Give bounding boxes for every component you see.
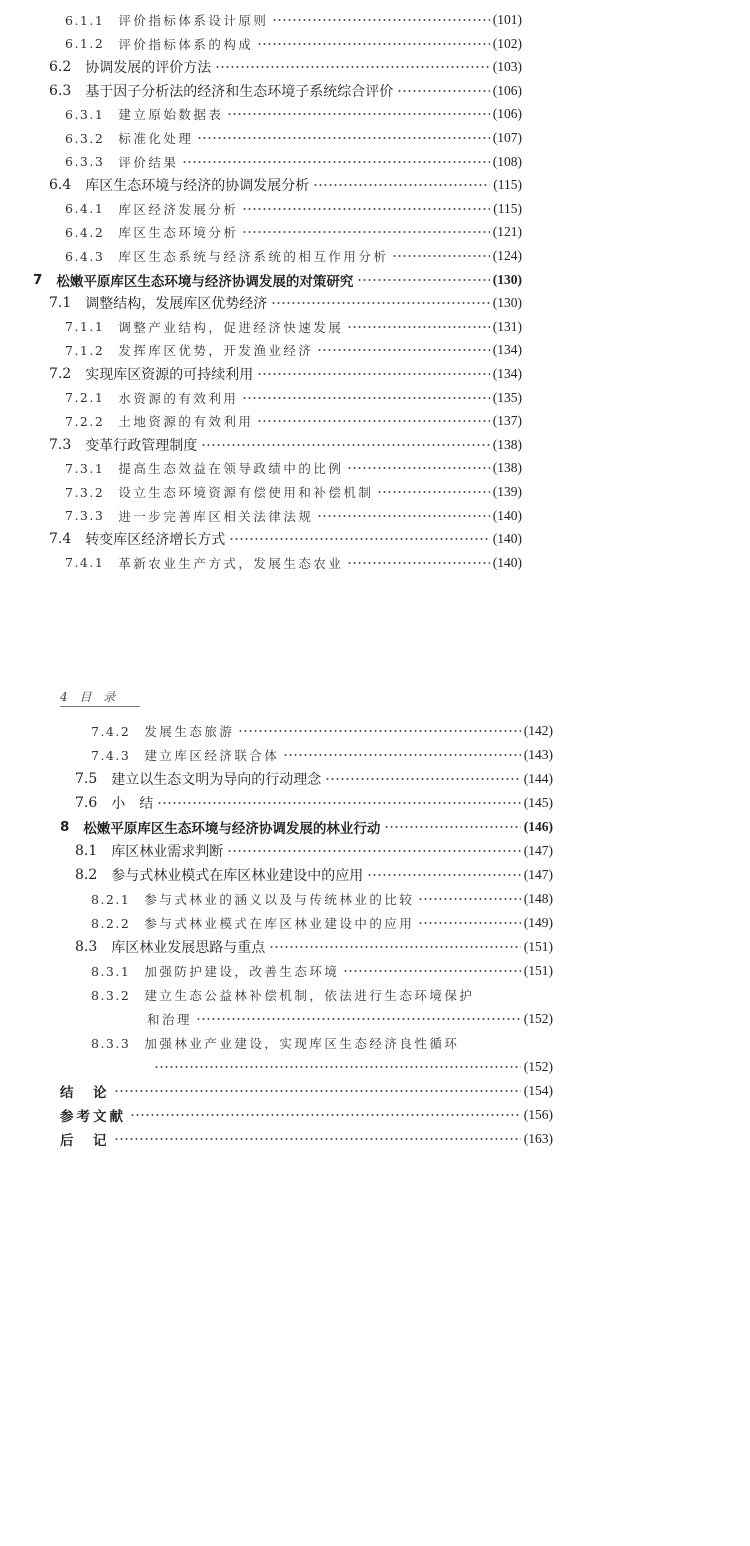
- toc-entry-number: 参考文献: [60, 1109, 126, 1125]
- toc-entry-page: (156): [523, 1107, 553, 1122]
- toc-entry-number: 6.3: [49, 82, 72, 99]
- toc-entry-number: 6.4.3: [65, 248, 105, 264]
- toc-entry-page: (152): [523, 1011, 553, 1026]
- toc-entry-title: 建立生态公益林补偿机制，依法进行生态环境保护: [144, 988, 475, 1003]
- toc-entry-number: 7.3: [49, 436, 72, 453]
- toc-entry-title: 评价结果: [118, 154, 179, 170]
- dot-leader: [197, 137, 489, 139]
- toc-entry-number: 8.3.3: [91, 1035, 131, 1051]
- toc-entry-number: 结 论: [60, 1085, 110, 1101]
- toc-entry-number: 7: [33, 271, 43, 288]
- dot-leader: [325, 778, 520, 780]
- toc-entry-number: 7.2: [49, 366, 72, 382]
- dot-leader: [418, 898, 520, 900]
- dot-leader: [130, 1114, 521, 1116]
- toc-entry-page: (138): [492, 460, 522, 476]
- toc-entry-page: (151): [523, 963, 553, 978]
- toc-entry-page: (140): [492, 554, 522, 570]
- toc-entry[interactable]: [75, 865, 553, 885]
- toc-entry-number: 7.3.3: [65, 508, 105, 524]
- dot-leader: [227, 850, 520, 852]
- toc-entry[interactable]: [65, 34, 522, 54]
- toc-entry-title: 评价指标体系的构成: [118, 36, 254, 52]
- toc-entry-page: (163): [523, 1131, 553, 1146]
- dot-leader: [347, 562, 489, 564]
- toc-entry-page: (143): [523, 747, 553, 762]
- dot-leader: [242, 231, 489, 233]
- toc-entry-page: (137): [492, 413, 522, 429]
- toc-entry-page: (149): [523, 915, 553, 930]
- toc-entry-number: 后 记: [60, 1133, 110, 1149]
- toc-entry-title: 建立以生态文明为导向的行动理念: [111, 772, 322, 788]
- toc-entry-number: 7.4: [49, 531, 72, 548]
- toc-entry-page: (138): [492, 436, 522, 452]
- toc-entry[interactable]: [75, 841, 553, 861]
- dot-leader: [272, 19, 489, 21]
- dot-leader: [257, 420, 489, 422]
- toc-entry-number: 7.3.2: [65, 484, 105, 500]
- toc-entry-page: (102): [492, 35, 522, 51]
- dot-leader: [238, 730, 520, 732]
- toc-entry-number: 8.3: [75, 939, 98, 955]
- toc-entry-title: 参与式林业的涵义以及与传统林业的比较: [144, 892, 415, 907]
- toc-entry-title: 评价指标体系设计原则: [118, 13, 269, 28]
- toc-entry-title: 水资源的有效利用: [118, 390, 239, 406]
- toc-entry[interactable]: [75, 793, 553, 813]
- toc-entry[interactable]: [49, 293, 522, 313]
- toc-entry-title: 库区林业发展思路与重点: [111, 940, 266, 956]
- toc-entry-title: 松嫩平原库区生态环境与经济协调发展的林业行动: [83, 821, 381, 837]
- dot-leader: [154, 1066, 521, 1068]
- toc-entry-number: 6.1.1: [65, 12, 105, 28]
- toc-entry[interactable]: [65, 10, 522, 30]
- toc-entry-page: (144): [523, 771, 553, 786]
- dot-leader: [357, 279, 489, 281]
- toc-entry-number: 7.5: [75, 771, 98, 787]
- toc-entry-number: 7.4.1: [65, 555, 105, 571]
- toc-entry[interactable]: [91, 745, 553, 765]
- dot-leader: [347, 467, 489, 469]
- toc-entry[interactable]: [65, 222, 522, 242]
- toc-entry-title: 标准化处理: [118, 131, 194, 146]
- dot-leader: [242, 208, 490, 210]
- toc-entry[interactable]: [49, 529, 522, 549]
- toc-entry-page: (108): [492, 153, 522, 169]
- toc-entry-number: 8.2.1: [91, 891, 131, 907]
- toc-entry-title: 建立原始数据表: [118, 107, 224, 123]
- toc-entry-number: 8.3.2: [91, 987, 131, 1003]
- toc-entry[interactable]: [65, 104, 522, 124]
- toc-entry-title: 调整产业结构，促进经济快速发展: [118, 319, 344, 335]
- toc-entry[interactable]: [65, 317, 522, 337]
- toc-entry[interactable]: [65, 482, 522, 502]
- toc-entry[interactable]: [49, 175, 522, 195]
- toc-entry-title: 提高生态效益在领导政绩中的比例: [118, 461, 344, 477]
- toc-entry-title: 松嫩平原库区生态环境与经济协调发展的对策研究: [56, 273, 354, 290]
- dot-leader: [215, 66, 489, 68]
- dot-leader: [397, 90, 489, 92]
- toc-entry-number: 8.1: [75, 843, 98, 859]
- toc-entry[interactable]: [91, 985, 553, 1005]
- toc-entry[interactable]: [65, 246, 522, 266]
- toc-entry[interactable]: [91, 721, 553, 741]
- toc-entry[interactable]: [65, 553, 522, 573]
- toc-entry-page: (140): [492, 507, 522, 523]
- toc-entry-number: 7.4.3: [91, 747, 131, 763]
- toc-entry-title: 变革行政管理制度: [85, 437, 198, 454]
- toc-entry-page: (115): [493, 200, 522, 216]
- toc-entry-title: 库区林业需求判断: [111, 844, 224, 860]
- dot-leader: [196, 1018, 521, 1020]
- toc-entry-page: (135): [492, 389, 522, 405]
- toc-entry-number: 7.2.1: [65, 390, 105, 406]
- dot-leader: [343, 970, 520, 972]
- toc-entry-title: 发挥库区优势，开发渔业经济: [118, 343, 314, 359]
- toc-entry[interactable]: [65, 152, 522, 172]
- dot-leader: [157, 802, 520, 804]
- toc-entry[interactable]: [65, 458, 522, 478]
- toc-entry[interactable]: [65, 199, 522, 219]
- dot-leader: [392, 255, 489, 257]
- toc-entry-title: 基于因子分析法的经济和生态环境子系统综合评价: [85, 83, 394, 100]
- toc-entry-title: 设立生态环境资源有偿使用和补偿机制: [118, 485, 374, 500]
- toc-entry-number: 7.3.1: [65, 460, 105, 476]
- toc-entry[interactable]: [75, 937, 553, 957]
- toc-entry[interactable]: [65, 128, 522, 148]
- toc-entry-title: 库区生态环境分析: [118, 225, 239, 241]
- toc-entry-page: (148): [523, 891, 553, 906]
- toc-entry-number: 6.3.1: [65, 106, 105, 122]
- toc-entry[interactable]: [60, 1081, 553, 1101]
- toc-entry-number: 8.2: [75, 867, 98, 883]
- dot-leader: [227, 113, 489, 115]
- toc-entry-number: 7.2.2: [65, 413, 105, 429]
- toc-entry-page: (151): [523, 939, 553, 954]
- toc-entry-page: (107): [492, 130, 522, 145]
- dot-leader: [269, 946, 520, 948]
- toc-entry-number: 8.3.1: [91, 963, 131, 979]
- toc-entry-page: (106): [492, 106, 522, 122]
- toc-entry-number: 6.3.2: [65, 130, 105, 146]
- toc-entry-page: (131): [492, 318, 522, 334]
- toc-entry-number: 8.2.2: [91, 915, 131, 931]
- toc-entry-title: 调整结构，发展库区优势经济: [85, 296, 268, 313]
- toc-entry-page: (142): [523, 723, 553, 738]
- toc-entry-title: 库区生态环境与经济的协调发展分析: [85, 178, 310, 195]
- toc-entry-page: (145): [523, 795, 553, 810]
- dot-leader: [418, 922, 520, 924]
- dot-leader: [257, 43, 489, 45]
- toc-entry-page: (121): [492, 224, 522, 240]
- toc-entry[interactable]: [65, 340, 522, 360]
- dot-leader: [229, 538, 489, 540]
- toc-entry-page: (140): [492, 531, 522, 547]
- toc-entry-title: 小 结: [111, 796, 154, 812]
- toc-entry[interactable]: [91, 1033, 553, 1053]
- toc-entry-page: (103): [492, 59, 522, 75]
- toc-entry-page: (106): [492, 82, 522, 98]
- dot-leader: [114, 1138, 521, 1140]
- toc-entry-page: (147): [523, 867, 553, 882]
- toc-entry-title: 进一步完善库区相关法律法规: [118, 508, 314, 524]
- dot-leader: [384, 826, 520, 828]
- toc-entry-page: (115): [493, 177, 522, 193]
- toc-entry[interactable]: [60, 1105, 553, 1125]
- toc-entry-number: 6.1.2: [65, 36, 105, 52]
- toc-entry-page: (130): [492, 271, 522, 287]
- toc-entry[interactable]: [49, 81, 522, 101]
- toc-entry-number: 7.6: [75, 795, 98, 811]
- toc-entry-number: 7.1.2: [65, 342, 105, 358]
- dot-leader: [201, 444, 489, 446]
- toc-entry-title: 建立库区经济联合体: [144, 748, 280, 763]
- toc-entry-number: 7.1.1: [65, 319, 105, 335]
- dot-leader: [283, 754, 520, 756]
- toc-entry-page: (124): [492, 248, 522, 263]
- toc-entry-page: (146): [523, 819, 553, 834]
- toc-entry[interactable]: [60, 817, 553, 837]
- toc-entry-title: 加强防护建设，改善生态环境: [144, 964, 340, 979]
- dot-leader: [377, 491, 489, 493]
- toc-entry-page: (154): [523, 1083, 553, 1098]
- toc-entry-number: 8: [60, 819, 70, 835]
- toc-entry-page: (134): [492, 366, 522, 381]
- toc-entry-title: 发展生态旅游: [144, 724, 235, 739]
- dot-leader: [114, 1090, 521, 1092]
- toc-entry-page: (147): [523, 843, 553, 858]
- toc-entry[interactable]: [49, 57, 522, 77]
- toc-entry-page: (134): [492, 342, 522, 358]
- toc-entry-number: 6.2: [49, 59, 72, 76]
- toc-entry-number: 6.4: [49, 177, 72, 194]
- toc-entry-title: 革新农业生产方式，发展生态农业: [118, 555, 344, 571]
- dot-leader: [182, 161, 489, 163]
- toc-entry-number: 6.3.3: [65, 154, 105, 170]
- toc-entry[interactable]: [91, 913, 553, 933]
- toc-entry-title: 参与式林业模式在库区林业建设中的应用: [144, 916, 415, 931]
- toc-entry[interactable]: [91, 889, 553, 909]
- toc-entry[interactable]: [33, 270, 522, 290]
- toc-entry-page: (152): [523, 1059, 553, 1074]
- toc-entry-title: 库区经济发展分析: [118, 201, 239, 217]
- toc-entry-title: 库区生态系统与经济系统的相互作用分析: [118, 249, 389, 264]
- toc-entry-number: 7.4.2: [91, 723, 131, 739]
- toc-entry[interactable]: [65, 388, 522, 408]
- toc-entry[interactable]: [60, 1129, 553, 1149]
- toc-entry[interactable]: [65, 506, 522, 526]
- toc-entry-continuation[interactable]: [150, 1057, 553, 1077]
- dot-leader: [347, 326, 489, 328]
- dot-leader: [257, 373, 489, 375]
- toc-entry[interactable]: [49, 435, 522, 455]
- toc-entry-continuation[interactable]: [147, 1009, 553, 1029]
- toc-entry[interactable]: [91, 961, 553, 981]
- toc-entry-page: (130): [492, 295, 522, 311]
- toc-entry[interactable]: [49, 364, 522, 384]
- dot-leader: [317, 349, 489, 351]
- toc-entry-title: 参与式林业模式在库区林业建设中的应用: [111, 868, 364, 884]
- dot-leader: [271, 302, 489, 304]
- toc-entry-number: 7.1: [49, 295, 72, 312]
- toc-entry-title: 转变库区经济增长方式: [85, 532, 226, 549]
- toc-entry-number: 6.4.1: [65, 201, 105, 217]
- dot-leader: [313, 184, 490, 186]
- toc-entry-title: 实现库区资源的可持续利用: [85, 367, 254, 383]
- toc-entry[interactable]: [75, 769, 553, 789]
- dot-leader: [317, 515, 489, 517]
- toc-entry-title: 土地资源的有效利用: [118, 414, 254, 430]
- toc-entry-page: (139): [492, 484, 522, 499]
- toc-entry[interactable]: [65, 411, 522, 431]
- toc-entry-page: (101): [492, 12, 522, 27]
- toc-entry-number: 6.4.2: [65, 224, 105, 240]
- toc-entry-title: 协调发展的评价方法: [85, 60, 212, 77]
- dot-leader: [242, 397, 489, 399]
- toc-entry-title: 加强林业产业建设，实现库区生态经济良性循环: [144, 1036, 460, 1051]
- running-header: 4 目 录: [60, 688, 140, 707]
- toc-entry-title-continuation: 和治理: [147, 1012, 193, 1027]
- dot-leader: [367, 874, 520, 876]
